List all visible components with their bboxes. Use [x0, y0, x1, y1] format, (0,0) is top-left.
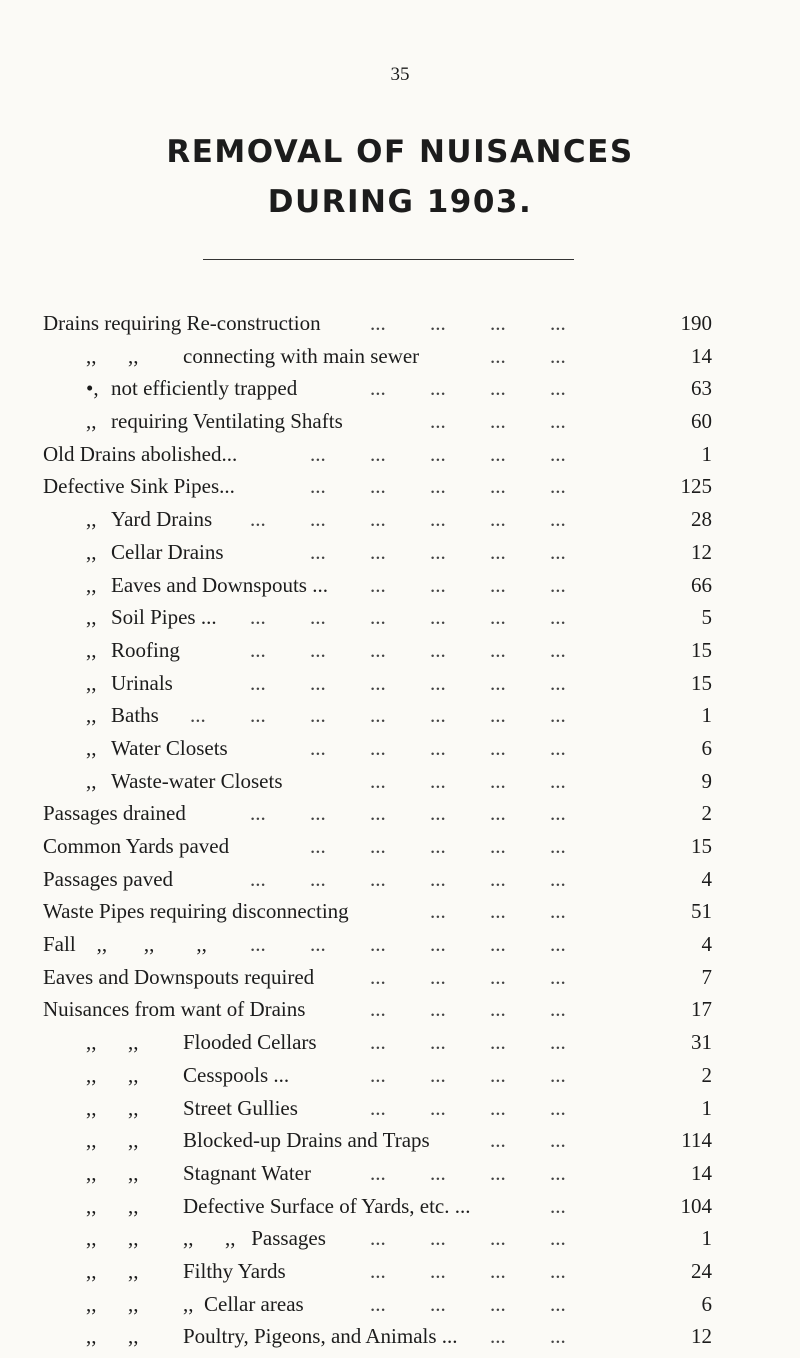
leader-dots: ...	[370, 670, 386, 695]
leader-dots: ...	[490, 964, 506, 989]
leader-dots: ...	[490, 343, 506, 368]
table-row	[0, 1222, 800, 1255]
leader-dots: ...	[550, 311, 566, 335]
row-value: 1	[701, 703, 712, 728]
leader-dots: ...	[550, 735, 566, 760]
leader-dots: ...	[310, 441, 326, 466]
ditto-mark: ,,	[86, 637, 97, 662]
leader-dots: ...	[490, 376, 506, 401]
row-label: connecting with main sewer	[183, 343, 420, 368]
leader-dots: ...	[430, 768, 446, 793]
row-value: 1	[701, 1095, 712, 1120]
leader-dots: ...	[190, 703, 206, 728]
leader-dots: ...	[490, 866, 506, 891]
leader-dots: ...	[370, 735, 386, 760]
page-title: REMOVAL OF NUISANCES	[166, 134, 634, 170]
leader-dots: ...	[550, 1030, 566, 1055]
leader-dots: ...	[490, 1030, 506, 1055]
leader-dots: ...	[430, 441, 446, 466]
leader-dots: ...	[310, 507, 326, 532]
ditto-mark: ,, ,,	[86, 1095, 139, 1120]
leader-dots: ...	[430, 866, 446, 891]
row-label: Water Closets	[111, 735, 228, 760]
row-value: 4	[701, 932, 712, 957]
leader-dots: ...	[370, 997, 386, 1022]
leader-dots: ...	[430, 1291, 446, 1316]
leader-dots: ...	[550, 932, 566, 957]
row-value: 2	[701, 1062, 712, 1087]
table-row	[0, 1157, 800, 1190]
row-value: 15	[691, 670, 712, 695]
table-row	[0, 536, 800, 569]
row-label: Yard Drains	[111, 507, 213, 532]
leader-dots: ...	[370, 703, 386, 728]
table-row	[0, 895, 800, 928]
leader-dots: ...	[550, 409, 566, 434]
leader-dots: ...	[370, 1226, 386, 1251]
leader-dots: ...	[490, 1160, 506, 1185]
leader-dots: ...	[370, 801, 386, 826]
leader-dots: ...	[370, 866, 386, 891]
nuisance-table	[0, 307, 800, 1353]
table-row	[0, 765, 800, 798]
ditto-mark: ,,	[86, 768, 97, 793]
leader-dots: ...	[430, 1062, 446, 1087]
leader-dots: ...	[490, 507, 506, 532]
leader-dots: ...	[370, 932, 386, 957]
leader-dots: ...	[310, 834, 326, 858]
table-row	[0, 1190, 800, 1223]
ditto-mark: ,,	[86, 572, 97, 597]
leader-dots: ...	[550, 1226, 566, 1251]
leader-dots: ...	[490, 1324, 506, 1349]
leader-dots: ...	[490, 572, 506, 597]
leader-dots: ...	[550, 441, 566, 466]
table-row	[0, 699, 800, 732]
ditto-mark: ,,	[86, 735, 97, 760]
row-value: 9	[701, 768, 712, 793]
leader-dots: ...	[370, 1095, 386, 1120]
leader-dots: ...	[310, 703, 326, 728]
row-value: 4	[701, 866, 712, 891]
leader-dots: ...	[370, 539, 386, 564]
table-row	[0, 372, 800, 405]
table-row	[0, 797, 800, 830]
table-row	[0, 863, 800, 896]
row-value: 6	[701, 735, 712, 760]
table-row	[0, 503, 800, 536]
table-row	[0, 307, 800, 340]
row-label: Poultry, Pigeons, and Animals ...	[183, 1324, 458, 1349]
row-label: Cellar Drains	[111, 539, 224, 564]
leader-dots: ...	[550, 899, 566, 924]
leader-dots: ...	[490, 932, 506, 957]
ditto-mark: ,,	[86, 409, 97, 434]
leader-dots: ...	[550, 1160, 566, 1185]
leader-dots: ...	[550, 572, 566, 597]
row-label: Blocked-up Drains and Traps	[183, 1128, 430, 1153]
leader-dots: ...	[250, 507, 266, 532]
leader-dots: ...	[490, 670, 506, 695]
row-label: Baths	[111, 703, 159, 728]
row-value: 24	[691, 1258, 712, 1283]
row-value: 14	[691, 1160, 712, 1185]
leader-dots: ...	[370, 605, 386, 630]
leader-dots: ...	[370, 376, 386, 401]
row-label: Old Drains abolished...	[43, 441, 238, 466]
ditto-mark: ,, ,,	[86, 1226, 139, 1251]
table-row	[0, 601, 800, 634]
leader-dots: ...	[430, 932, 446, 957]
ditto-mark: ,, ,,	[86, 1160, 139, 1185]
leader-dots: ...	[370, 311, 386, 335]
leader-dots: ...	[550, 866, 566, 891]
leader-dots: ...	[250, 866, 266, 891]
leader-dots: ...	[430, 605, 446, 630]
leader-dots: ...	[370, 834, 386, 858]
ditto-mark: ,, ,,	[86, 1030, 139, 1055]
leader-dots: ...	[430, 539, 446, 564]
row-label: Fall ,, ,, ,,	[43, 932, 207, 957]
leader-dots: ...	[550, 768, 566, 793]
row-value: 6	[701, 1291, 712, 1316]
leader-dots: ...	[550, 1062, 566, 1087]
leader-dots: ...	[490, 1062, 506, 1087]
row-value: 12	[691, 539, 712, 564]
table-row	[0, 470, 800, 503]
leader-dots: ...	[430, 1258, 446, 1283]
leader-dots: ...	[550, 997, 566, 1022]
row-value: 5	[701, 605, 712, 630]
leader-dots: ...	[550, 474, 566, 499]
leader-dots: ...	[490, 474, 506, 499]
ditto-mark: •,	[86, 376, 99, 401]
leader-dots: ...	[550, 703, 566, 728]
row-value: 66	[691, 572, 712, 597]
row-value: 60	[691, 409, 712, 434]
row-value: 14	[691, 343, 712, 368]
row-label: Nuisances from want of Drains	[43, 997, 306, 1022]
ditto-mark: ,, ,,	[86, 1062, 139, 1087]
leader-dots: ...	[370, 572, 386, 597]
leader-dots: ...	[550, 1258, 566, 1283]
leader-dots: ...	[370, 1258, 386, 1283]
table-row	[0, 1320, 800, 1353]
row-label: Defective Surface of Yards, etc. ...	[183, 1193, 471, 1218]
leader-dots: ...	[370, 1030, 386, 1055]
leader-dots: ...	[550, 834, 566, 858]
row-value: 2	[701, 801, 712, 826]
row-value: 125	[680, 474, 712, 499]
table-row	[0, 1059, 800, 1092]
leader-dots: ...	[490, 441, 506, 466]
leader-dots: ...	[490, 1291, 506, 1316]
table-row	[0, 438, 800, 471]
leader-dots: ...	[430, 572, 446, 597]
leader-dots: ...	[490, 409, 506, 434]
leader-dots: ...	[430, 899, 446, 924]
leader-dots: ...	[430, 507, 446, 532]
leader-dots: ...	[310, 539, 326, 564]
row-label: Eaves and Downspouts ...	[111, 572, 328, 597]
leader-dots: ...	[490, 1226, 506, 1251]
leader-dots: ...	[310, 670, 326, 695]
leader-dots: ...	[370, 474, 386, 499]
leader-dots: ...	[430, 376, 446, 401]
leader-dots: ...	[310, 801, 326, 826]
row-label: not efficiently trapped	[111, 376, 298, 401]
leader-dots: ...	[490, 899, 506, 924]
row-value: 51	[691, 899, 712, 924]
leader-dots: ...	[370, 1160, 386, 1185]
leader-dots: ...	[310, 605, 326, 630]
leader-dots: ...	[370, 637, 386, 662]
leader-dots: ...	[430, 311, 446, 335]
ditto-mark: ,, ,,	[86, 1258, 139, 1283]
row-label: Soil Pipes ...	[111, 605, 217, 630]
leader-dots: ...	[550, 507, 566, 532]
leader-dots: ...	[550, 376, 566, 401]
leader-dots: ...	[250, 670, 266, 695]
row-value: 12	[691, 1324, 712, 1349]
row-label: ,, Cellar areas	[183, 1291, 304, 1316]
leader-dots: ...	[490, 637, 506, 662]
leader-dots: ...	[310, 735, 326, 760]
row-label: Eaves and Downspouts required	[43, 964, 315, 989]
leader-dots: ...	[430, 964, 446, 989]
ditto-mark: ,,	[86, 539, 97, 564]
leader-dots: ...	[370, 1291, 386, 1316]
table-row	[0, 1288, 800, 1321]
leader-dots: ...	[490, 539, 506, 564]
leader-dots: ...	[370, 964, 386, 989]
table-row	[0, 1092, 800, 1125]
row-value: 1	[701, 441, 712, 466]
row-label: Flooded Cellars	[183, 1030, 317, 1055]
leader-dots: ...	[310, 474, 326, 499]
row-value: 7	[701, 964, 712, 989]
table-row	[0, 961, 800, 994]
leader-dots: ...	[550, 343, 566, 368]
row-label: Passages drained	[43, 801, 186, 826]
page-number: 35	[390, 64, 410, 85]
table-row	[0, 928, 800, 961]
table-row	[0, 1255, 800, 1288]
row-label: Waste-water Closets	[111, 768, 283, 793]
title-divider	[203, 259, 574, 260]
leader-dots: ...	[250, 801, 266, 826]
leader-dots: ...	[430, 637, 446, 662]
row-label: Street Gullies	[183, 1095, 298, 1120]
leader-dots: ...	[430, 1226, 446, 1251]
leader-dots: ...	[430, 1160, 446, 1185]
ditto-mark: ,, ,,	[86, 1128, 139, 1153]
leader-dots: ...	[490, 997, 506, 1022]
leader-dots: ...	[490, 1095, 506, 1120]
ditto-mark: ,, ,,	[86, 1291, 139, 1316]
leader-dots: ...	[490, 768, 506, 793]
table-row	[0, 667, 800, 700]
leader-dots: ...	[490, 703, 506, 728]
leader-dots: ...	[490, 1258, 506, 1283]
row-value: 15	[691, 637, 712, 662]
leader-dots: ...	[490, 1128, 506, 1153]
leader-dots: ...	[430, 703, 446, 728]
row-value: 31	[691, 1030, 712, 1055]
row-value: 63	[691, 376, 712, 401]
row-label: Waste Pipes requiring disconnecting	[43, 899, 349, 924]
leader-dots: ...	[370, 768, 386, 793]
leader-dots: ...	[250, 932, 266, 957]
leader-dots: ...	[490, 834, 506, 858]
leader-dots: ...	[430, 997, 446, 1022]
ditto-mark: ,,	[86, 670, 97, 695]
row-value: 114	[681, 1128, 712, 1153]
table-row	[0, 405, 800, 438]
leader-dots: ...	[310, 866, 326, 891]
leader-dots: ...	[550, 670, 566, 695]
table-row	[0, 634, 800, 667]
row-value: 1	[701, 1226, 712, 1251]
leader-dots: ...	[430, 1030, 446, 1055]
row-value: 15	[691, 834, 712, 858]
row-label: Roofing	[111, 637, 180, 662]
leader-dots: ...	[370, 1062, 386, 1087]
table-row	[0, 569, 800, 602]
leader-dots: ...	[550, 1291, 566, 1316]
table-row	[0, 993, 800, 1026]
leader-dots: ...	[550, 605, 566, 630]
ditto-mark: ,,	[86, 507, 97, 532]
leader-dots: ...	[430, 735, 446, 760]
leader-dots: ...	[550, 1095, 566, 1120]
ditto-mark: ,, ,,	[86, 1324, 139, 1349]
row-value: 190	[680, 311, 712, 335]
ditto-mark: ,, ,,	[86, 1193, 139, 1218]
ditto-mark: ,,	[86, 605, 97, 630]
ditto-mark: ,, ,,	[86, 343, 139, 368]
leader-dots: ...	[310, 932, 326, 957]
row-label: Filthy Yards	[183, 1258, 286, 1283]
leader-dots: ...	[490, 311, 506, 335]
row-value: 104	[680, 1193, 712, 1218]
ditto-mark: ,,	[86, 703, 97, 728]
leader-dots: ...	[430, 834, 446, 858]
row-value: 28	[691, 507, 712, 532]
row-label: Drains requiring Re-construction	[43, 311, 321, 335]
leader-dots: ...	[550, 1193, 566, 1218]
leader-dots: ...	[550, 964, 566, 989]
row-label: Urinals	[111, 670, 173, 695]
leader-dots: ...	[370, 507, 386, 532]
table-row	[0, 340, 800, 373]
leader-dots: ...	[550, 539, 566, 564]
leader-dots: ...	[250, 637, 266, 662]
leader-dots: ...	[370, 441, 386, 466]
row-label: requiring Ventilating Shafts	[111, 409, 343, 434]
leader-dots: ...	[430, 670, 446, 695]
table-row	[0, 732, 800, 765]
leader-dots: ...	[490, 801, 506, 826]
leader-dots: ...	[430, 1095, 446, 1120]
row-label: Defective Sink Pipes...	[43, 474, 235, 499]
leader-dots: ...	[250, 703, 266, 728]
leader-dots: ...	[430, 409, 446, 434]
leader-dots: ...	[550, 637, 566, 662]
leader-dots: ...	[490, 735, 506, 760]
page-subtitle: DURING 1903.	[267, 184, 533, 220]
table-row	[0, 1026, 800, 1059]
table-row	[0, 1124, 800, 1157]
leader-dots: ...	[430, 474, 446, 499]
row-value: 17	[691, 997, 712, 1022]
leader-dots: ...	[550, 801, 566, 826]
row-label: Cesspools ...	[183, 1062, 290, 1087]
leader-dots: ...	[250, 605, 266, 630]
row-label: ,, ,, Passages	[183, 1226, 326, 1251]
table-row	[0, 830, 800, 863]
leader-dots: ...	[490, 605, 506, 630]
leader-dots: ...	[550, 1324, 566, 1349]
leader-dots: ...	[550, 1128, 566, 1153]
row-label: Stagnant Water	[183, 1160, 311, 1185]
row-label: Passages paved	[43, 866, 174, 891]
leader-dots: ...	[310, 637, 326, 662]
leader-dots: ...	[430, 801, 446, 826]
row-label: Common Yards paved	[43, 834, 230, 858]
